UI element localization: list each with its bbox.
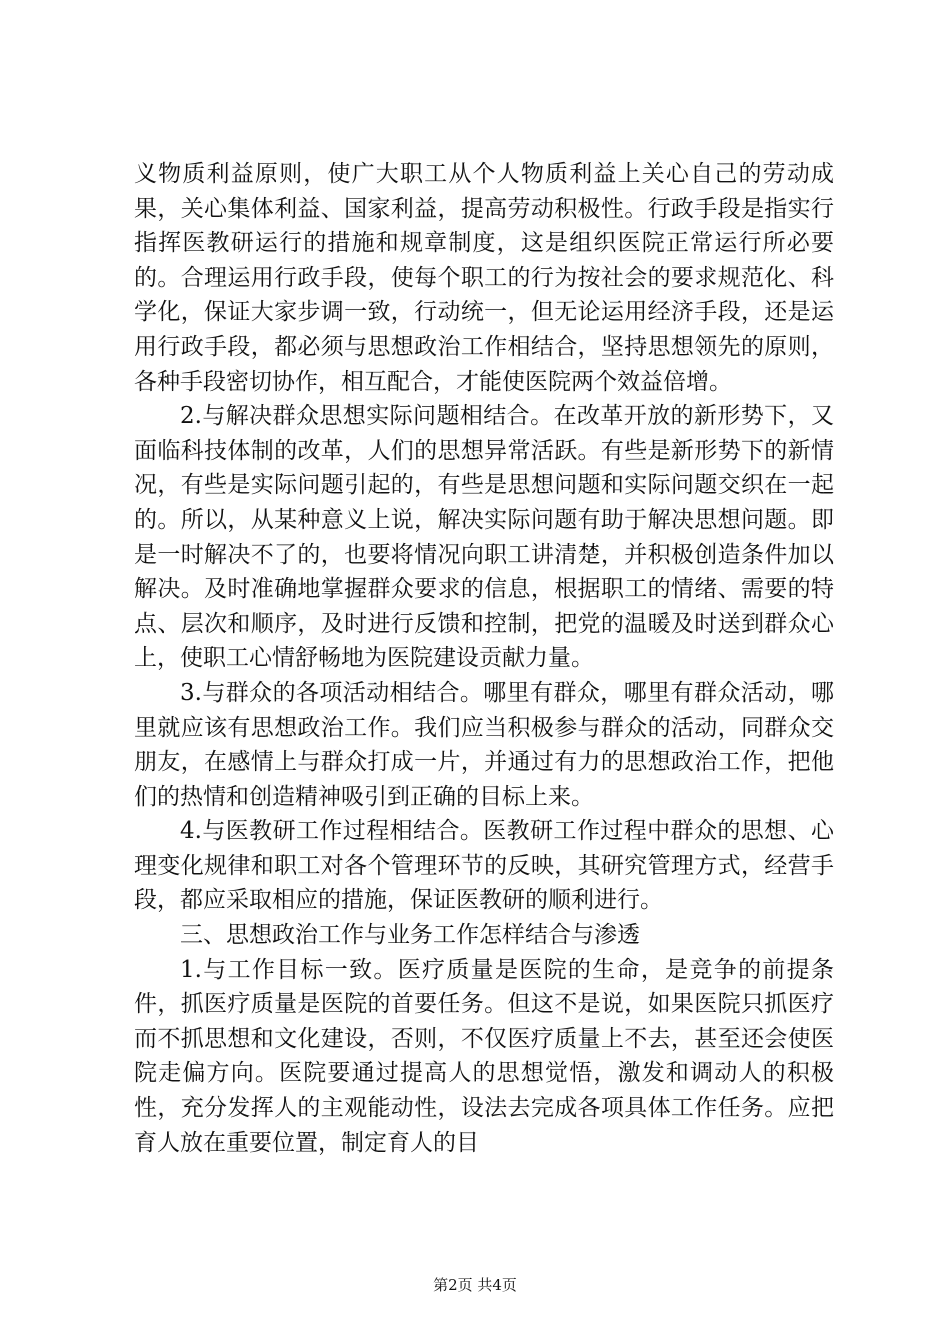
section-heading: 三、思想政治工作与业务工作怎样结合与渗透 xyxy=(180,922,640,949)
document-body xyxy=(134,157,834,1160)
paragraph-2: 2.与解决群众思想实际问题相结合。在改革开放的新形势下，又面临科技体制的改革，人们的思想异常活跃。有些是新形势下的新情况，有些是实际问题引起的，有些是思想问题和实际问题交织在一起的。所以，从某种意义上说，解决实际问题有助于解决思想问题。即是一时解决不了的，也要将情况向职工讲清楚，并积极创造条件加以解决。及时准确地掌握群众要求的信息，根据职工的情绪、需要的特点、层次和顺序，及时进行反馈和控制，把党的温暖及时送到群众心上，使职工心情舒畅地为医院建设贡献力量。 xyxy=(134,403,834,672)
paragraph-4: 4.与医教研工作过程相结合。医教研工作过程中群众的思想、心理变化规律和职工对各个管理环节的反映，其研究管理方式，经营手段，都应采取相应的措施，保证医教研的顺利进行。 xyxy=(134,818,834,914)
paragraph-3: 3.与群众的各项活动相结合。哪里有群众，哪里有群众活动，哪里就应该有思想政治工作。我们应当积极参与群众的活动，同群众交朋友，在感情上与群众打成一片，并通过有力的思想政治工作，把他们的热情和创造精神吸引到正确的目标上来。 xyxy=(134,679,834,810)
page-footer: 第2页 共4页 xyxy=(433,1276,517,1294)
paragraph-1: 义物质利益原则，使广大职工从个人物质利益上关心自己的劳动成果，关心集体利益、国家利益，提高劳动积极性。行政手段是指实行指挥医教研运行的措施和规章制度，这是组织医院正常运行所必要的。合理运用行政手段，使每个职工的行为按社会的要求规范化、科学化，保证大家步调一致，行动统一，但无论运用经济手段，还是运用行政手段，都必须与思想政治工作相结合，坚持思想领先的原则，各种手段密切协作，相互配合，才能使医院两个效益倍增。 xyxy=(134,161,834,395)
paragraph-5: 1.与工作目标一致。医疗质量是医院的生命，是竞争的前提条件，抓医疗质量是医院的首要任务。但这不是说，如果医院只抓医疗而不抓思想和文化建设，否则，不仅医疗质量上不去，甚至还会使医院走偏方向。医院要通过提高人的思想觉悟，激发和调动人的积极性，充分发挥人的主观能动性，设法去完成各项具体工作任务。应把育人放在重要位置，制定育人的目 xyxy=(134,956,834,1156)
